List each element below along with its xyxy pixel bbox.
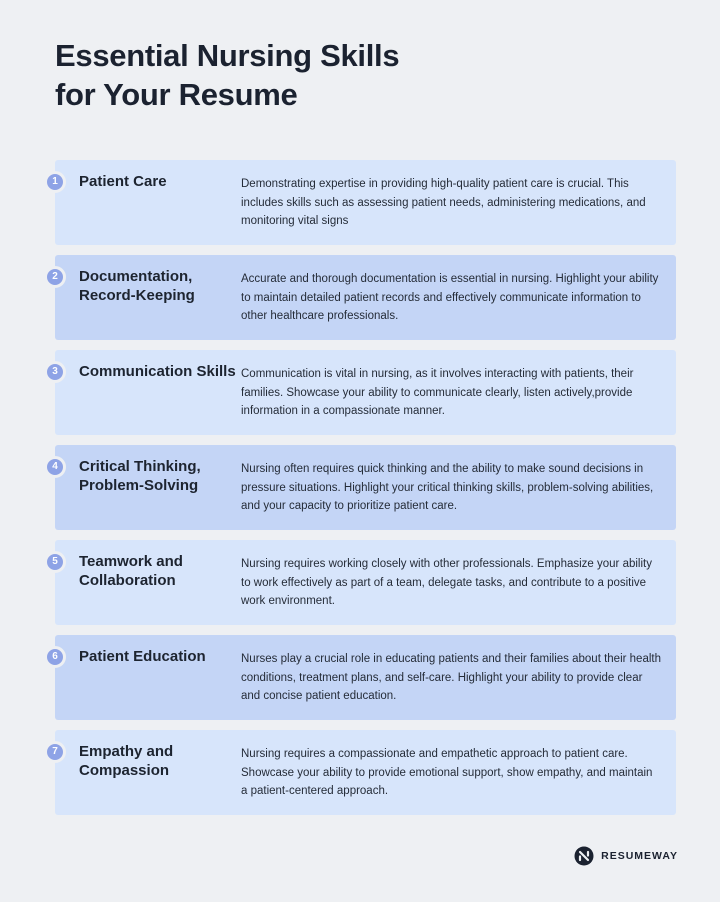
skill-number-badge: 4 bbox=[44, 456, 66, 478]
page-title bbox=[55, 36, 615, 114]
skill-description: Accurate and thorough documentation is essential in nursing. Highlight your ability to maintain detailed patient records and effectively communicate information to other healthcare professionals. bbox=[241, 273, 659, 322]
skill-title: Critical Thinking, Problem-Solving bbox=[79, 458, 201, 494]
page-title-line-2: for Your Resume bbox=[55, 77, 298, 112]
brand-name: RESUMEWAY bbox=[601, 850, 678, 862]
skill-title: Communication Skills bbox=[79, 363, 236, 380]
skill-number-badge: 6 bbox=[44, 646, 66, 668]
skill-title: Empathy and Compassion bbox=[79, 743, 174, 779]
skill-title: Patient Education bbox=[79, 648, 206, 665]
skill-number-badge: 1 bbox=[44, 171, 66, 193]
skill-card-critical-thinking bbox=[52, 445, 676, 530]
skill-number-badge: 3 bbox=[44, 361, 66, 383]
skill-description: Demonstrating expertise in providing high-quality patient care is crucial. This includes skills such as assessing patient needs, administering medications, and monitoring vital signs bbox=[241, 178, 646, 227]
skills-list bbox=[52, 160, 676, 825]
skill-number-badge: 5 bbox=[44, 551, 66, 573]
skill-card-communication bbox=[52, 350, 676, 435]
skill-number-badge: 2 bbox=[44, 266, 66, 288]
skill-title: Patient Care bbox=[79, 173, 167, 190]
skill-card-patient-care bbox=[52, 160, 676, 245]
skill-card-empathy bbox=[52, 730, 676, 815]
page-title-line-1: Essential Nursing Skills bbox=[55, 38, 400, 73]
skill-description: Nursing requires working closely with other professionals. Emphasize your ability to work effectively as part of a team, delegate tasks, and contribute to a positive work environment. bbox=[241, 558, 652, 607]
skill-card-teamwork bbox=[52, 540, 676, 625]
skill-description: Nursing often requires quick thinking and the ability to make sound decisions in pressure situations. Highlight your critical thinking skills, problem-solving abilities, and your capacity to prioritize patient care. bbox=[241, 463, 654, 512]
skill-title: Documentation, Record-Keeping bbox=[79, 268, 195, 304]
skill-number-badge: 7 bbox=[44, 741, 66, 763]
skill-description: Nurses play a crucial role in educating patients and their families about their health conditions, treatment plans, and self-care. Highlight your ability to provide clear and concise patient education. bbox=[241, 653, 661, 702]
skill-card-patient-education bbox=[52, 635, 676, 720]
skill-card-documentation bbox=[52, 255, 676, 340]
skill-description: Communication is vital in nursing, as it involves interacting with patients, their families. Showcase your ability to communicate clearly, listen actively,provide information in a compassionate manner. bbox=[241, 368, 634, 417]
brand-footer bbox=[574, 846, 678, 866]
skill-description: Nursing requires a compassionate and empathetic approach to patient care. Showcase your ability to provide emotional support, show empathy, and maintain a patient-centered approach. bbox=[241, 748, 653, 797]
skill-title: Teamwork and Collaboration bbox=[79, 553, 183, 589]
resumeway-logo-icon bbox=[574, 846, 594, 866]
